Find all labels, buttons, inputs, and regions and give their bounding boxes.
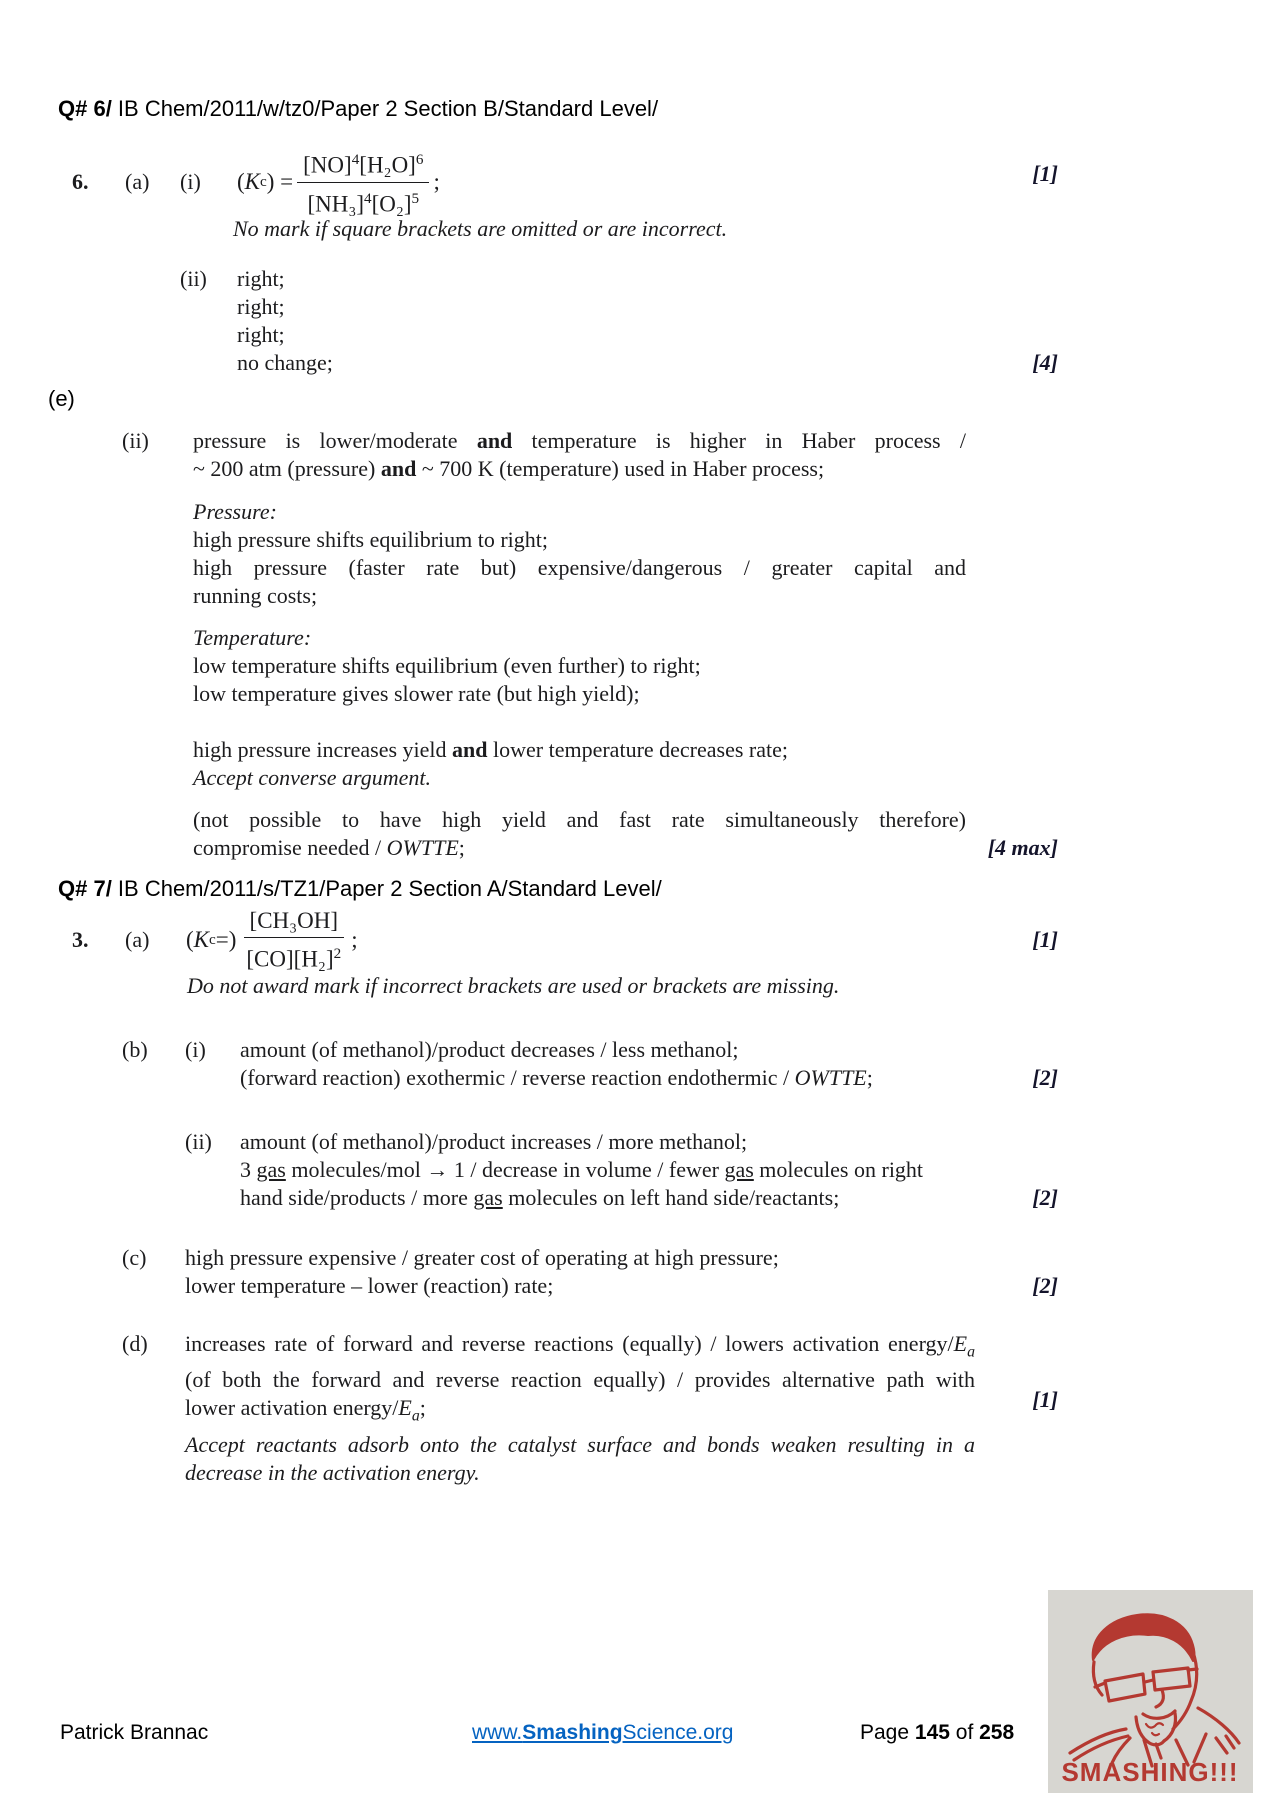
markscheme-line: right; [237, 294, 285, 319]
equals-sign: =) [215, 927, 237, 952]
species-co-h2: [CO][H₂] [246, 946, 334, 972]
footer-author: Patrick Brannac [60, 1721, 209, 1744]
q7-d-block [122, 1330, 1058, 1485]
markscheme-line: (of both the forward and reverse reaction equally) / provides alternative path with [185, 1367, 975, 1393]
markscheme-note: Accept reactants adsorb onto the catalyst surface and bonds weaken resulting in a [185, 1431, 975, 1457]
markscheme-line: ~ 200 atm (pressure) and ~ 700 K (temperature) used in Haber process; [193, 456, 825, 481]
markscheme-line: increases rate of forward and reverse reactions (equally) / lowers activation energy/$E_a$ [185, 1331, 975, 1361]
mark-badge-q7-c: [2] [1032, 1273, 1058, 1298]
markscheme-line: high pressure shifts equilibrium to right; [193, 527, 549, 552]
q7-b-ii-label: (ii) [185, 1129, 212, 1154]
q6-e-ii-lines [193, 427, 966, 483]
smashing-stamp [1048, 1590, 1253, 1793]
markscheme-note: decrease in the activation energy. [185, 1459, 480, 1485]
markscheme-line: running costs; [193, 583, 318, 608]
mark-badge-q7-b-i: [2] [1032, 1065, 1058, 1090]
q7-kc-expression [186, 907, 358, 974]
markscheme-line: low temperature gives slower rate (but high yield); [193, 681, 640, 706]
q6-number: 6. [72, 169, 89, 194]
semicolon: ; [351, 927, 358, 952]
mark-badge-q6-a-ii: [4] [1032, 350, 1058, 375]
markscheme-line: compromise needed / OWTTE; [193, 835, 465, 860]
yield-block [193, 736, 1058, 792]
paren-open: ( [186, 927, 194, 952]
footer-website-link[interactable] [472, 1720, 733, 1746]
mark-badge-q7-d: [1] [1032, 1387, 1058, 1412]
link-smashing: Smashing [522, 1721, 623, 1744]
smashing-stamp-illustration [1048, 1590, 1253, 1793]
markscheme-line: pressure is lower/moderate and temperature is higher in Haber process / [193, 428, 966, 453]
q7-part-a-label: (a) [125, 927, 150, 952]
markscheme-note: No mark if square brackets are omitted or are incorrect. [233, 216, 728, 241]
question-header-q7 [58, 876, 662, 902]
species-h2o: [H₂O] [359, 152, 416, 178]
markscheme-note: Do not award mark if incorrect brackets are used or brackets are missing. [187, 973, 840, 998]
markscheme-line: lower activation energy/$E_a$; [185, 1395, 426, 1425]
markscheme-line: amount (of methanol)/product increases / more methanol; [240, 1129, 748, 1154]
q7-fraction [240, 907, 347, 974]
markscheme-line: 3 gas molecules/mol → 1 / decrease in volume / fewer gas molecules on right [240, 1157, 924, 1182]
q7-c-block [122, 1244, 1058, 1300]
q7-b-ii-block [185, 1128, 1058, 1212]
temperature-heading: Temperature: [193, 625, 312, 650]
markscheme-line: low temperature shifts equilibrium (even further) to right; [193, 653, 701, 678]
q7-part-c-label: (c) [122, 1245, 147, 1270]
link-www: www. [472, 1721, 523, 1744]
q6-part-a-label: (a) [125, 169, 150, 194]
page-label: Page [860, 1721, 915, 1744]
markscheme-line: high pressure expensive / greater cost of operating at high pressure; [185, 1245, 779, 1270]
q7-part-b-label: (b) [122, 1037, 148, 1062]
exponent: 4 [364, 189, 372, 207]
kc-subscript: c [209, 931, 216, 948]
q7-fraction-denominator [240, 938, 347, 974]
pressure-heading: Pressure: [193, 499, 277, 524]
compromise-block [193, 806, 1058, 862]
species-no: [NO] [303, 152, 352, 178]
q6-kc-expression [237, 146, 440, 218]
footer-page-indicator [860, 1720, 1014, 1746]
markscheme-line: high pressure (faster rate but) expensive/dangerous / greater capital and [193, 555, 966, 580]
kc-subscript: c [260, 173, 267, 190]
markscheme-line: high pressure increases yield and lower temperature decreases rate; [193, 737, 789, 762]
q6-e-ii-block [122, 427, 1058, 483]
question-header-q6-prefix: Q# 6/ [58, 96, 112, 121]
species-ch3oh: [CH₃OH] [249, 907, 339, 933]
species-o2: [O₂] [371, 191, 412, 217]
mark-badge-q7-b-ii: [2] [1032, 1185, 1058, 1210]
mark-badge-q6-a-i: [1] [1032, 161, 1058, 186]
paren-open: ( [237, 169, 245, 194]
exponent: 6 [415, 150, 424, 168]
question-header-q6-title: IB Chem/2011/w/tz0/Paper 2 Section B/Standard Level/ [111, 96, 659, 121]
markscheme-line: (not possible to have high yield and fast rate simultaneously therefore) [193, 807, 966, 832]
q6-a-ii-lines [237, 265, 333, 377]
kc-symbol: K [244, 169, 261, 194]
question-header-q7-title: IB Chem/2011/s/TZ1/Paper 2 Section A/Standard Level/ [111, 876, 662, 901]
equals-sign: ) = [266, 169, 294, 194]
q7-part-d-label: (d) [122, 1331, 148, 1356]
link-science-org: Science.org [622, 1721, 734, 1744]
exponent: 2 [333, 944, 342, 962]
exponent: 5 [411, 189, 420, 207]
q6-a-i-row [72, 146, 1058, 218]
page-number: 145 [914, 1721, 950, 1744]
q7-a-row [72, 906, 1058, 974]
markscheme-line: amount (of methanol)/product decreases / less methanol; [240, 1037, 739, 1062]
temperature-block [193, 624, 1058, 708]
part-e-label: (e) [48, 386, 75, 411]
q6-roman-i-label: (i) [180, 169, 201, 194]
q6-fraction [297, 146, 429, 218]
q7-b-i-label: (i) [185, 1037, 206, 1062]
markscheme-note: Accept converse argument. [193, 765, 432, 790]
stamp-text: SMASHING!!! [1061, 1757, 1239, 1787]
exponent: 4 [351, 150, 360, 168]
q6-fraction-numerator [297, 146, 429, 183]
page-total: 258 [979, 1721, 1015, 1744]
semicolon: ; [433, 169, 440, 194]
species-nh3: [NH₃] [307, 191, 364, 217]
markscheme-line: no change; [237, 350, 333, 375]
q6-a-ii-block [180, 265, 1058, 377]
markscheme-line: right; [237, 266, 285, 291]
markscheme-line: right; [237, 322, 285, 347]
q6-e-ii-label: (ii) [122, 428, 149, 453]
q7-number: 3. [72, 927, 89, 952]
q6-fraction-denominator [301, 183, 425, 219]
q6-roman-ii-label: (ii) [180, 266, 207, 291]
kc-symbol: K [193, 927, 210, 952]
q7-fraction-numerator [244, 907, 345, 938]
markscheme-line: hand side/products / more gas molecules on left hand side/reactants; [240, 1185, 840, 1210]
page-of: of [949, 1721, 980, 1744]
question-header-q7-prefix: Q# 7/ [58, 876, 112, 901]
mark-badge-q6-e-ii: [4 max] [987, 835, 1058, 860]
markscheme-line: lower temperature – lower (reaction) rate; [185, 1273, 554, 1298]
question-header-q6 [58, 96, 658, 122]
mark-badge-q7-a: [1] [1032, 927, 1058, 952]
q7-b-i-block [122, 1036, 1058, 1092]
pressure-block [193, 498, 1058, 610]
markscheme-line: (forward reaction) exothermic / reverse reaction endothermic / OWTTE; [240, 1065, 873, 1090]
